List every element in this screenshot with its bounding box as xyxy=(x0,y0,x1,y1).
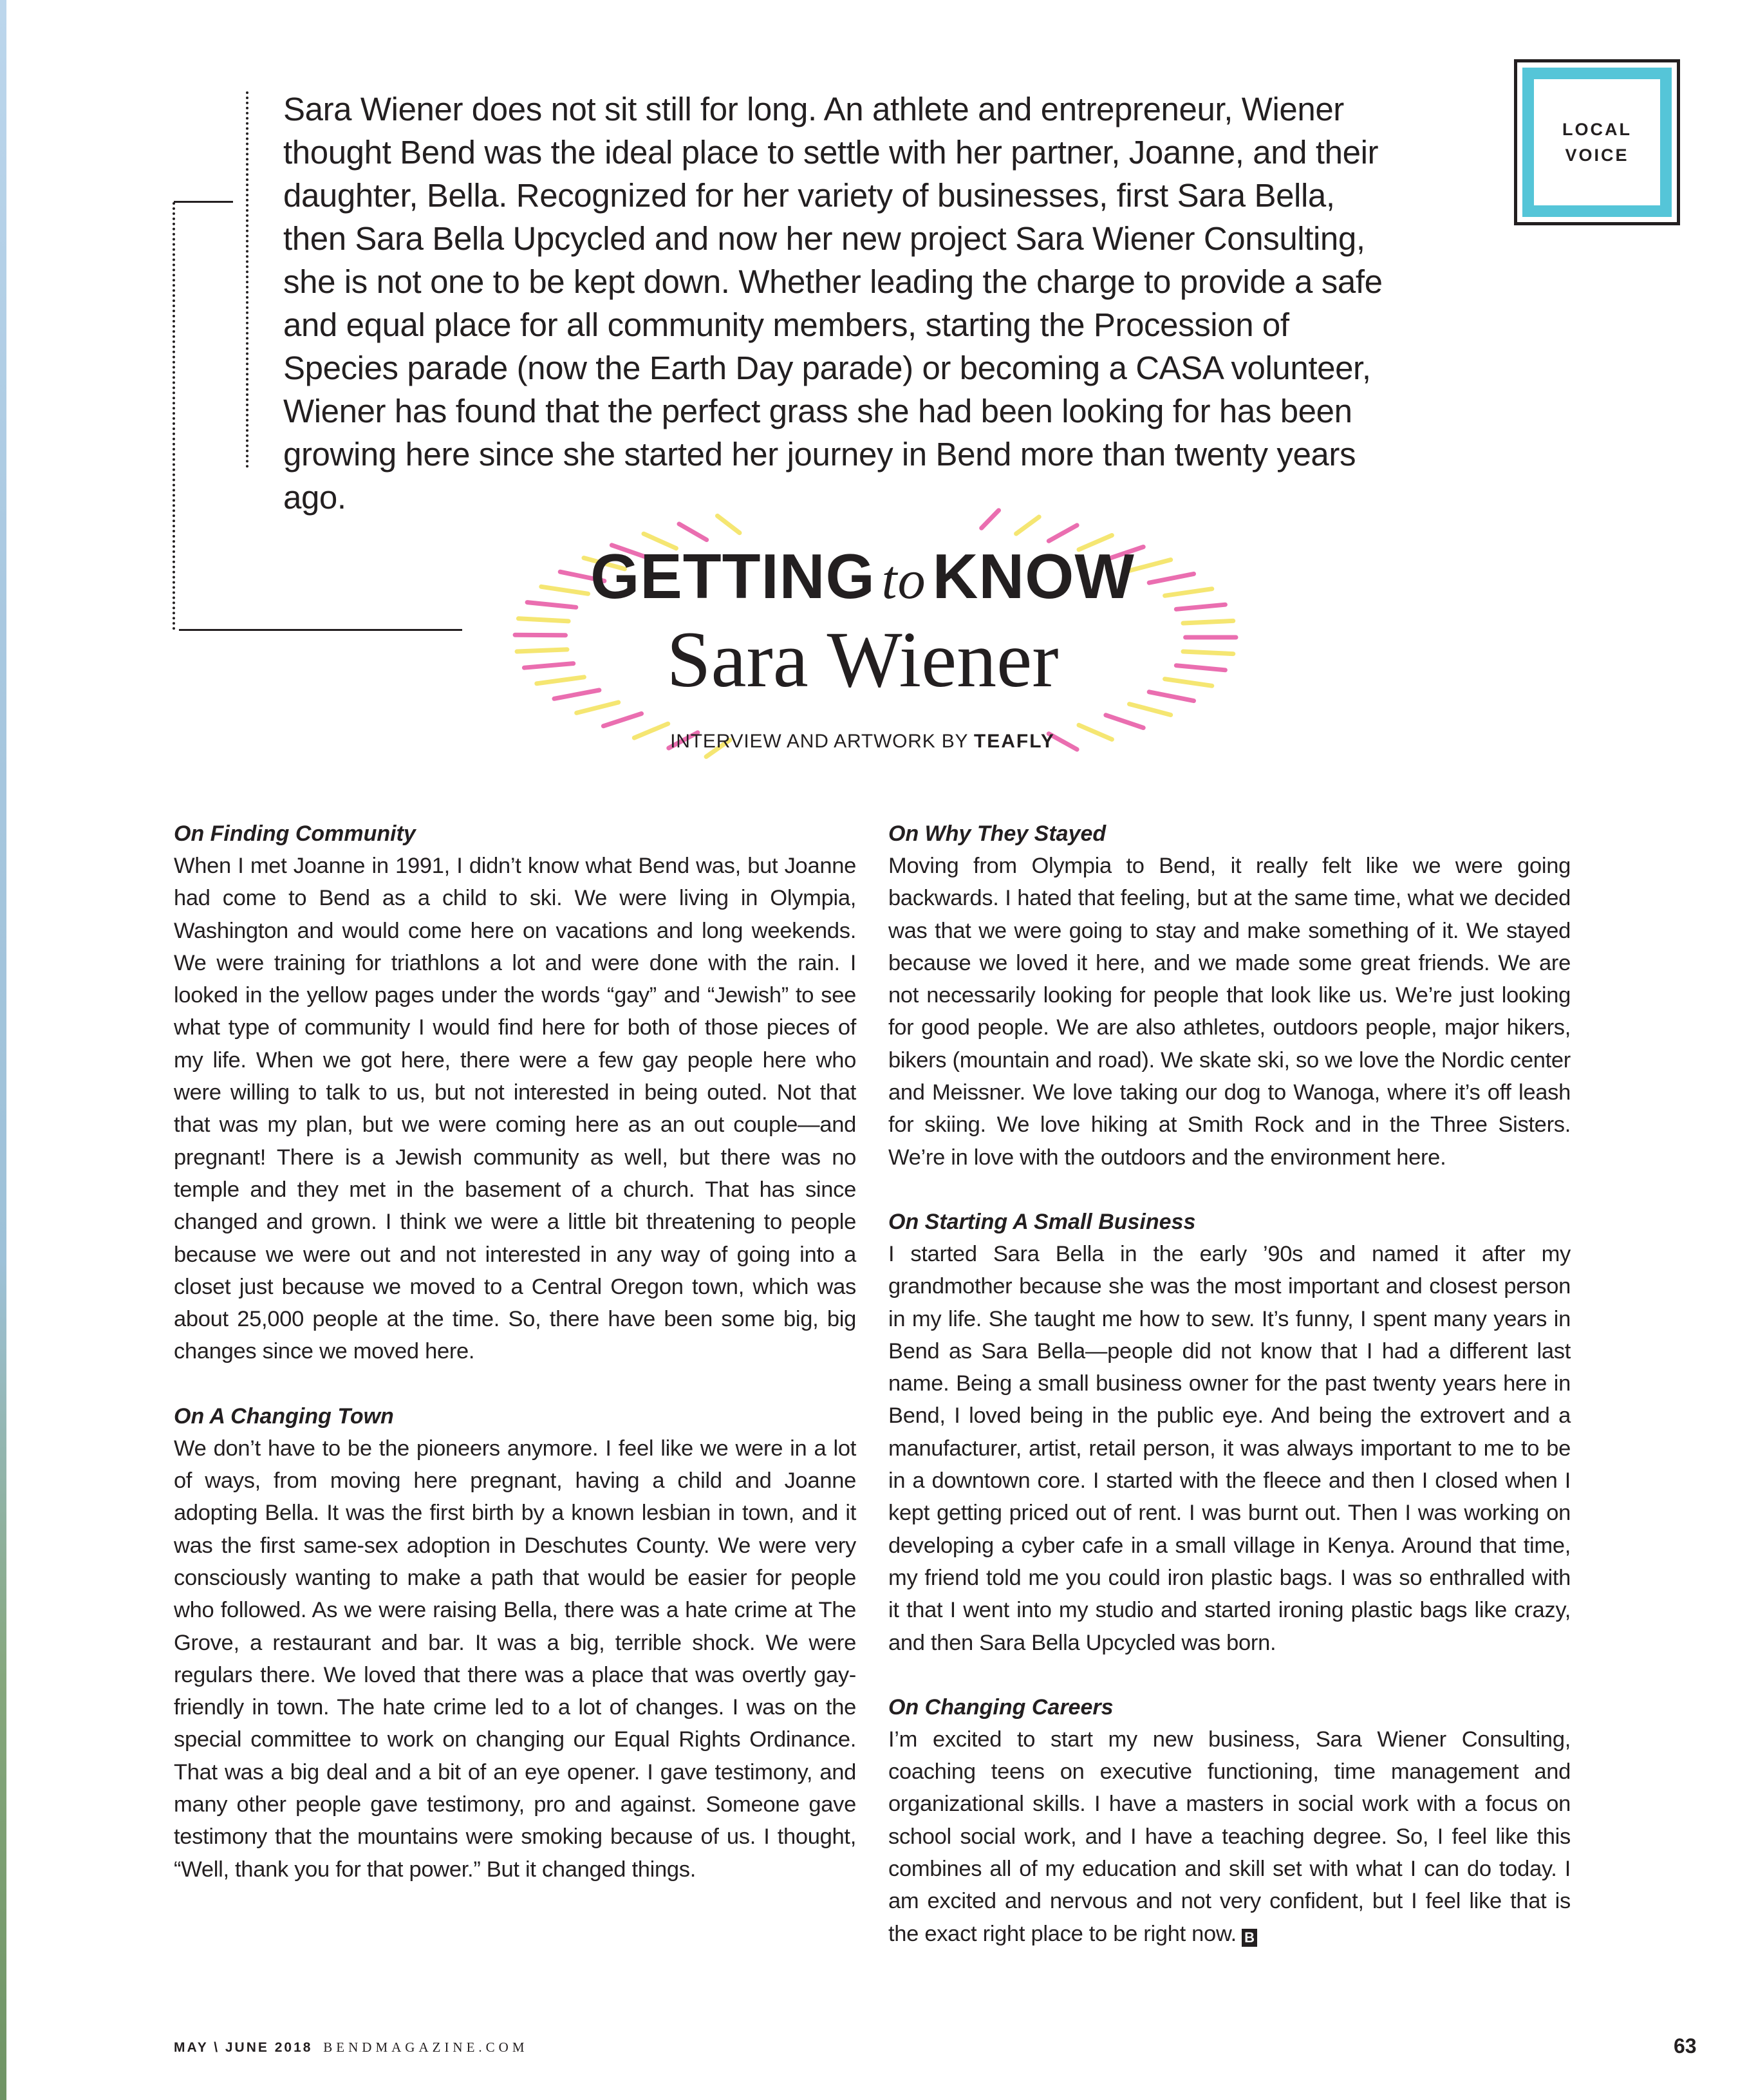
intro-paragraph: Sara Wiener does not sit still for long. An athlete and entrepreneur, Wiener thought Bend was the ideal place to settle with her partner, Joanne, and their daughter, Bella. Recognized for her variety of businesses, first Sara Bella, then Sara Bella Upcycled and now her new project Sara Wiener Consulting, she is not one to be kept down. Whether leading the charge to provide a safe and equal place for all community members, starting the Procession of Species parade (now the Earth Day parade) or becoming a CASA volunteer, Wiener has found that the perfect grass she had been looking for has been growing here since she started her journey in Bend more than twenty years ago. xyxy=(283,91,1383,516)
byline-prefix: INTERVIEW AND ARTWORK BY xyxy=(670,731,968,752)
sunburst-ray xyxy=(679,524,707,540)
section-body: Moving from Olympia to Bend, it really felt like we were going backwards. I hated that feeling, but at the same time, what we decided was that we were going to stay and make something of it. We stayed because we loved it here, and we made some great friends. We are not necessarily looking for people that look like us. We’re just looking for good people. We are also athletes, outdoors people, major hikers, bikers (mountain and road). We skate ski, so we love the Nordic center and Meissner. We love taking our dog to Wanoga, where it’s off leash for skiing. We love hiking at Smith Rock and in the Three Sisters. We’re in love with the outdoors and the environment here. xyxy=(888,854,1571,1170)
sunburst-ray xyxy=(1106,715,1143,728)
section-why-they-stayed xyxy=(888,818,1571,1174)
section-finding-community xyxy=(174,818,856,1368)
section-body: When I met Joanne in 1991, I didn’t know what Bend was, but Joanne had come to Bend as a child to ski. We were living in Olympia, Washington and would come here on vacations and long weekends. We were training for triathlons a lot and were done with the rain. I looked in the yellow pages under the words “gay” and “Jewish” to see what type of community I would find here for both of those pieces of my life. When we got here, there were a few gay people here who were willing to talk to us, but not interested in being outed. Not that that was my plan, but we were coming here as an out couple—and pregnant! There is a Jewish community as well, but there was no temple and they met in the basement of a church. That has since changed and grown. I think we were a little bit threatening to people because we were out and not interested in any way of going into a closet just because we moved to a Central Oregon town, which was about 25,000 people at the time. So, there have been some big, big changes since we moved here. xyxy=(174,854,856,1364)
headline-name: Sara Wiener xyxy=(666,615,1059,704)
intro-short-rule xyxy=(174,201,233,203)
badge-line-2: VOICE xyxy=(1565,145,1629,165)
end-mark-icon: B xyxy=(1242,1929,1257,1947)
section-small-business xyxy=(888,1206,1571,1659)
sunburst-ray xyxy=(603,714,641,726)
page-number: 63 xyxy=(1674,2034,1697,2058)
byline-author: TEAFLY xyxy=(973,731,1055,752)
sunburst-ray xyxy=(982,511,999,529)
section-heading: On Finding Community xyxy=(174,821,416,846)
badge-line-1: LOCAL xyxy=(1562,120,1632,139)
footer-issue: MAY \ JUNE 2018 xyxy=(174,2040,313,2055)
article-column-left xyxy=(174,818,856,1918)
section-heading: On Starting A Small Business xyxy=(888,1209,1196,1234)
article-column-right xyxy=(888,818,1571,1982)
title-lead-rule xyxy=(179,629,462,631)
intro-dotted-bracket-left xyxy=(173,202,175,630)
local-voice-badge-inner xyxy=(1522,68,1672,217)
page-footer xyxy=(174,2039,528,2056)
local-voice-badge xyxy=(1514,59,1680,225)
section-body: I’m excited to start my new business, Sara Wiener Consulting, coaching teens on executive functioning, time management and organizational skills. I have a masters in social work with a focus on school social work, and I have a teaching degree. So, I feel like this combines all of my education and skill set with what I can do today. I am excited and nervous and not very confident, but I feel like that is the exact right place to be right now. xyxy=(888,1727,1571,1946)
section-heading: On Why They Stayed xyxy=(888,821,1107,846)
intro-dotted-bracket-top xyxy=(246,91,248,468)
headline-getting: GETTING xyxy=(590,541,875,612)
page-edge-strip xyxy=(0,0,6,2100)
section-heading: On A Changing Town xyxy=(174,1403,394,1429)
section-body: We don’t have to be the pioneers anymore. I feel like we were in a lot of ways, from moving here pregnant, having a child and Joanne adopting Bella. It was the first birth by a known lesbian in town, and it was the first same-sex adoption in Deschutes County. We were very consciously wanting to make a path that would be easier for people who followed. As we were raising Bella, there was a hate crime at The Grove, a restaurant and bar. It was a big, terrible shock. We were regulars there. We loved that there was a place that was overtly gay-friendly in town. The hate crime led to a lot of changes. I was on the special committee to work on changing our Equal Rights Ordinance. That was a big deal and a bit of an eye opener. I gave testimony, and many other people gave testimony, pro and against. Someone gave testimony that the mountains were smoking because of us. I thought, “Well, thank you for that power.” But it changed things. xyxy=(174,1436,856,1882)
headline-know: KNOW xyxy=(932,541,1135,612)
section-heading: On Changing Careers xyxy=(888,1694,1114,1720)
byline xyxy=(476,731,1249,753)
sunburst-ray xyxy=(1016,517,1040,534)
footer-site: BENDMAGAZINE.COM xyxy=(323,2039,528,2055)
section-body: I started Sara Bella in the early ’90s and named it after my grandmother because she was the most important and closest person in my life. She taught me how to sew. It’s funny, I spent many years in Bend as Sara Bella—people did not know that I had a different last name. Being a small business owner for the past twenty years here in Bend, I loved being in the public eye. And being the extrovert and a manufacturer, artist, retail person, it was always important to me to be in a downtown core. I started with the fleece and then I closed when I kept getting priced out of rent. I was burnt out. Then I was working on developing a cyber cafe in a small village in Kenya. Around that time, my friend told me you could iron plastic bags. I was so enthralled with it that I went into my studio and started ironing plastic bags like crazy, and then Sara Bella Upcycled was born. xyxy=(888,1241,1571,1655)
sunburst-ray xyxy=(1130,704,1171,715)
section-changing-careers xyxy=(888,1691,1571,1950)
section-body-with-end-mark xyxy=(888,1723,1571,1950)
headline-to: to xyxy=(881,548,926,610)
section-changing-town xyxy=(174,1400,856,1886)
headline-getting-to-know xyxy=(476,541,1249,615)
sunburst-ray xyxy=(1049,525,1077,541)
sunburst-ray xyxy=(718,516,740,532)
